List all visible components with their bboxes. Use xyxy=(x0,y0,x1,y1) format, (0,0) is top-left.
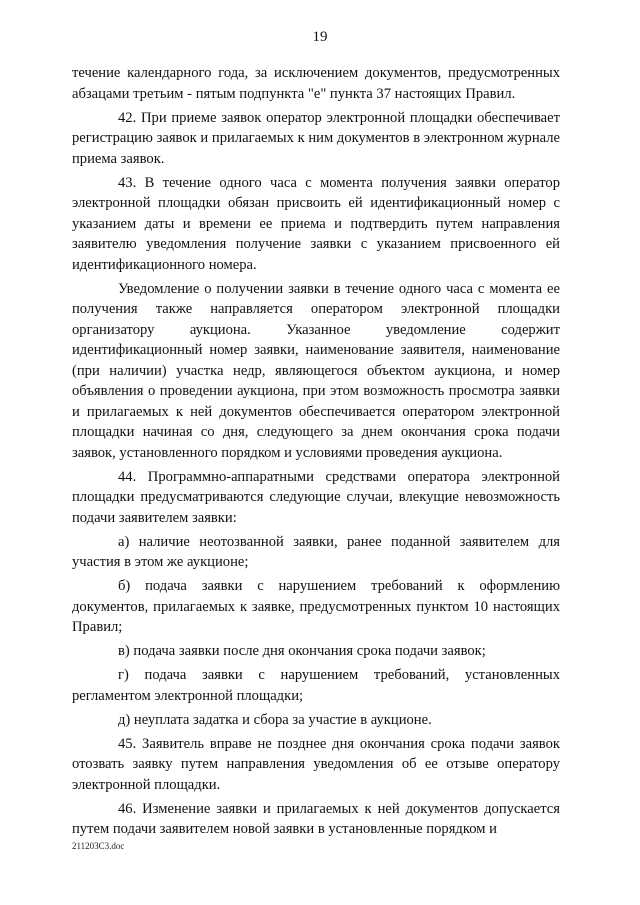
paragraph: 42. При приеме заявок оператор электронной площадки обеспечивает регистрацию заявок и прилагаемых к ним документов в электронном журнале приема заявок. xyxy=(72,109,560,167)
paragraph: течение календарного года, за исключением документов, предусмотренных абзацами третьим - пятым подпункта "е" пункта 37 настоящих Правил. xyxy=(72,65,560,102)
list-item: г) подача заявки с нарушением требований, установленных регламентом электронной площадки; xyxy=(72,667,560,704)
list-item: в) подача заявки после дня окончания срока подачи заявок; xyxy=(118,643,486,659)
list-item: д) неуплата задатка и сбора за участие в аукционе. xyxy=(118,711,432,728)
paragraph: 44. Программно-аппаратными средствами оператора электронной площадки предусматриваются следующие случаи, влекущие невозможность подачи заявителем заявки: xyxy=(72,468,560,526)
file-name-footer: 211203C3.doc xyxy=(72,841,125,851)
document-body xyxy=(72,63,560,843)
list-item: а) наличие неотозванной заявки, ранее поданной заявителем для участия в этом же аукционе; xyxy=(72,533,560,570)
paragraph: Уведомление о получении заявки в течение одного часа с момента ее получения также направляется оператором электронной площадки организатору аукциона. Указанное уведомление содержит идентификационный номер заявки, наименование заявителя, наименование (при наличии) участка недр, являющегося объектом аукциона, и номер объявления о проведении аукциона, при этом возможность просмотра заявки и прилагаемых к ней документов обеспечивается оператором электронной площадки начиная со дня, следующего за днем окончания срока подачи заявок, установленного порядком и условиями проведения аукциона. xyxy=(72,280,560,461)
paragraph: 46. Изменение заявки и прилагаемых к ней документов допускается путем подачи заявителем новой заявки в установленные порядком и xyxy=(72,800,560,837)
paragraph: 45. Заявитель вправе не позднее дня окончания срока подачи заявок отозвать заявку путем направления уведомления об ее отзыве оператору электронной площадки. xyxy=(72,735,560,793)
page-number: 19 xyxy=(312,29,328,45)
list-item: б) подача заявки с нарушением требований к оформлению документов, прилагаемых к заявке, предусмотренных пунктом 10 настоящих Правил; xyxy=(72,578,560,635)
paragraph: 43. В течение одного часа с момента получения заявки оператор электронной площадки обязан присвоить ей идентификационный номер с указанием даты и времени ее приема и подтвердить путем направления заявителю уведомления получение заявки с указанием присвоенного ей идентификационного номера. xyxy=(72,174,560,273)
